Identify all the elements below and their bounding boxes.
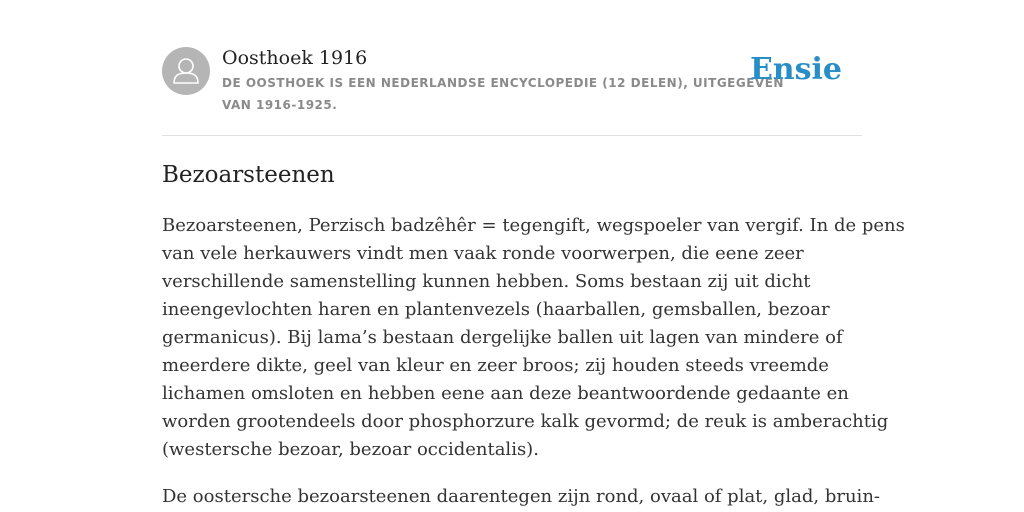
entry-body <box>162 212 905 512</box>
text-line: (westersche bezoar, bezoar occidentalis). <box>162 439 539 460</box>
text-line: Bezoarsteenen, Perzisch badzêhêr = tegengift, wegspoeler van vergif. In de pens <box>162 215 905 236</box>
source-title[interactable]: Oosthoek 1916 <box>222 47 368 69</box>
source-header <box>162 46 862 126</box>
ensie-logo-link[interactable]: Ensie <box>749 52 842 87</box>
entry-title: Bezoarsteenen <box>162 162 335 188</box>
source-avatar[interactable] <box>162 47 210 95</box>
source-description-line: DE OOSTHOEK IS EEN NEDERLANDSE ENCYCLOPEDIE (12 DELEN), UITGEGEVEN <box>222 76 784 90</box>
user-silhouette-icon <box>162 47 210 95</box>
text-line: van vele herkauwers vindt men vaak ronde voorwerpen, die eene zeer <box>162 243 804 264</box>
entry-paragraph <box>162 483 880 511</box>
text-line: meerdere dikte, geel van kleur en zeer broos; zij houden steeds vreemde <box>162 355 829 376</box>
source-description-line: VAN 1916-1925. <box>222 98 338 112</box>
text-line: verschillende samenstelling kunnen hebben. Soms bestaan zij uit dicht <box>162 271 811 292</box>
header-divider <box>162 135 862 136</box>
source-description <box>222 72 784 116</box>
text-line: worden grootendeels door phosphorzure kalk gevormd; de reuk is amberachtig <box>162 411 889 432</box>
text-line: lichamen omsloten en hebben eene aan deze beantwoordende gedaante en <box>162 383 849 404</box>
text-line: ineengevlochten haren en plantenvezels (haarballen, gemsballen, bezoar <box>162 299 830 320</box>
text-line: De oostersche bezoarsteenen daarentegen zijn rond, ovaal of plat, glad, bruin- <box>162 486 880 507</box>
entry-paragraph <box>162 212 905 464</box>
text-line: germanicus). Bij lama’s bestaan dergelijke ballen uit lagen van mindere of <box>162 327 843 348</box>
